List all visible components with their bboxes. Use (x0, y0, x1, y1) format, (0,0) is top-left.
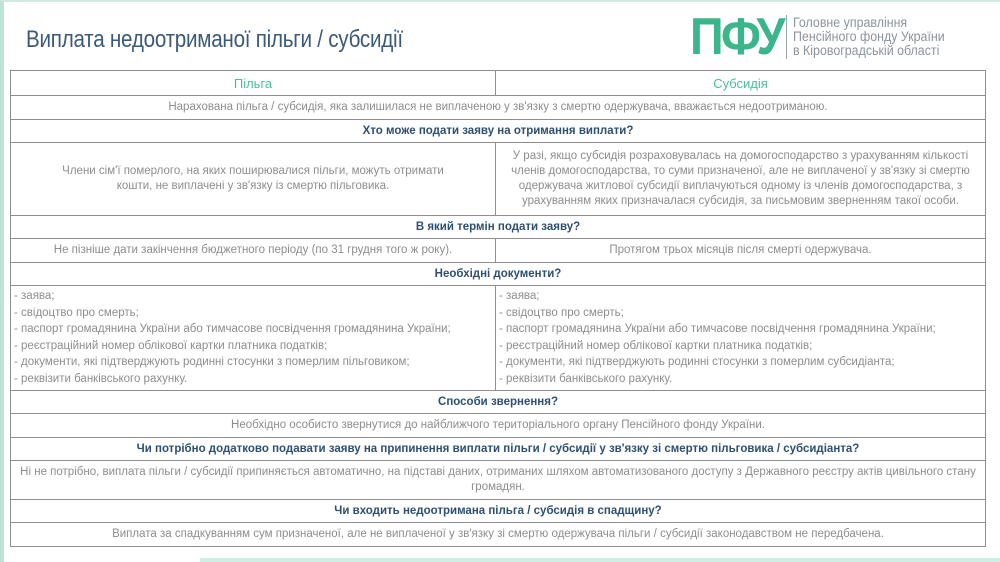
question-deadline: В який термін подати заяву? (11, 216, 986, 239)
table-row-question (11, 438, 986, 461)
answer-subsidy-who: У разі, якщо субсидія розраховувалась на домогосподарство з урахуванням кількості членів домогосподарства, то суми призначеної, але не виплаченої у зв'язку зі смертю одержувача житлової субсидії виплачуються одному із членів домогосподарства, з урахуванням яких призначалася субсидія, за письмовим зверненням такої особи. (496, 143, 986, 216)
list-item: - реєстраційний номер облікової картки платника податків; (499, 339, 813, 352)
logo-line-1: Головне управління (793, 15, 908, 30)
list-item: - свідоцтво про смерть; (14, 306, 139, 319)
table-row-answer (11, 461, 986, 500)
list-item: - реквізити банківського рахунку. (499, 372, 673, 385)
info-table (10, 70, 986, 547)
page-title: Виплата недоотриманої пільги / субсидії (26, 26, 403, 53)
bottom-accent-bar (200, 558, 1000, 562)
documents-list-benefit (11, 286, 496, 391)
table-row-answer (11, 414, 986, 438)
answer-benefit-who: Члени сім'ї померлого, на яких поширювалися пільги, можуть отримати кошти, не виплачені у зв'язку із смертю пільговика. (11, 143, 496, 216)
table-row-question (11, 263, 986, 286)
column-header-benefit: Пільга (11, 71, 496, 96)
logo-divider (786, 15, 787, 59)
list-item: - паспорт громадянина України або тимчасове посвідчення громадянина України; (499, 323, 936, 335)
table-header-row (11, 71, 986, 96)
table-row-answer (11, 523, 986, 547)
table-row-question (11, 500, 986, 523)
list-item: - заява; (14, 290, 55, 302)
documents-list-subsidy (496, 286, 986, 391)
column-header-subsidy: Субсидія (496, 71, 986, 96)
question-documents: Необхідні документи? (11, 263, 986, 286)
logo-mark: ПФУ (690, 8, 783, 66)
answer-how-to-apply: Необхідно особисто звернутися до найближчого територіального органу Пенсійного фонду України. (11, 414, 986, 438)
answer-inheritance: Виплата за спадкуванням сум призначеної, але не виплаченої у зв'язку зі смертю одержувача пільги / субсидії законодавством не передбачена. (11, 523, 986, 547)
question-how-to-apply: Способи звернення? (11, 391, 986, 414)
list-item: - документи, які підтверджують родинні стосунки з померлим субсидіанта; (499, 356, 895, 368)
table-row-documents (11, 286, 986, 391)
list-item: - заява; (499, 290, 540, 302)
answer-benefit-deadline: Не пізніше дати закінчення бюджетного періоду (по 31 грудня того ж року). (11, 239, 496, 263)
question-termination: Чи потрібно додатково подавати заяву на припинення виплати пільги / субсидії у зв'язку зі смертю пільговика / субсидіанта? (11, 438, 986, 461)
list-item: - реєстраційний номер облікової картки платника податків; (14, 339, 328, 352)
logo-line-2: Пенсійного фонду України (793, 29, 945, 44)
table-row-question (11, 216, 986, 239)
table-row-question (11, 391, 986, 414)
logo-text (793, 16, 945, 58)
list-item: - свідоцтво про смерть; (499, 306, 624, 319)
intro-text: Нарахована пільга / субсидія, яка залишилася не виплаченою у зв'язку з смертю одержувача, вважається недоотриманою. (11, 96, 986, 120)
list-item: - паспорт громадянина України або тимчасове посвідчення громадянина України; (14, 323, 451, 335)
logo-line-3: в Кіровоградській області (793, 43, 940, 58)
pfu-logo (690, 8, 958, 66)
table-row-answer (11, 239, 986, 263)
list-item: - реквізити банківського рахунку. (14, 372, 188, 385)
table-row-answer (11, 143, 986, 216)
table-row-question (11, 120, 986, 143)
answer-termination: Ні не потрібно, виплата пільги / субсидії припиняється автоматично, на підставі даних, отриманих шляхом автоматизованого доступу з Державного реєстру актів цивільного стану громадян. (11, 461, 986, 500)
table-row-intro (11, 96, 986, 120)
answer-subsidy-deadline: Протягом трьох місяців після смерті одержувача. (496, 239, 986, 263)
question-inheritance: Чи входить недоотримана пільга / субсидія в спадщину? (11, 500, 986, 523)
list-item: - документи, які підтверджують родинні стосунки з померлим пільговиком; (14, 356, 410, 368)
question-who-can-apply: Хто може подати заяву на отримання виплати? (11, 120, 986, 143)
